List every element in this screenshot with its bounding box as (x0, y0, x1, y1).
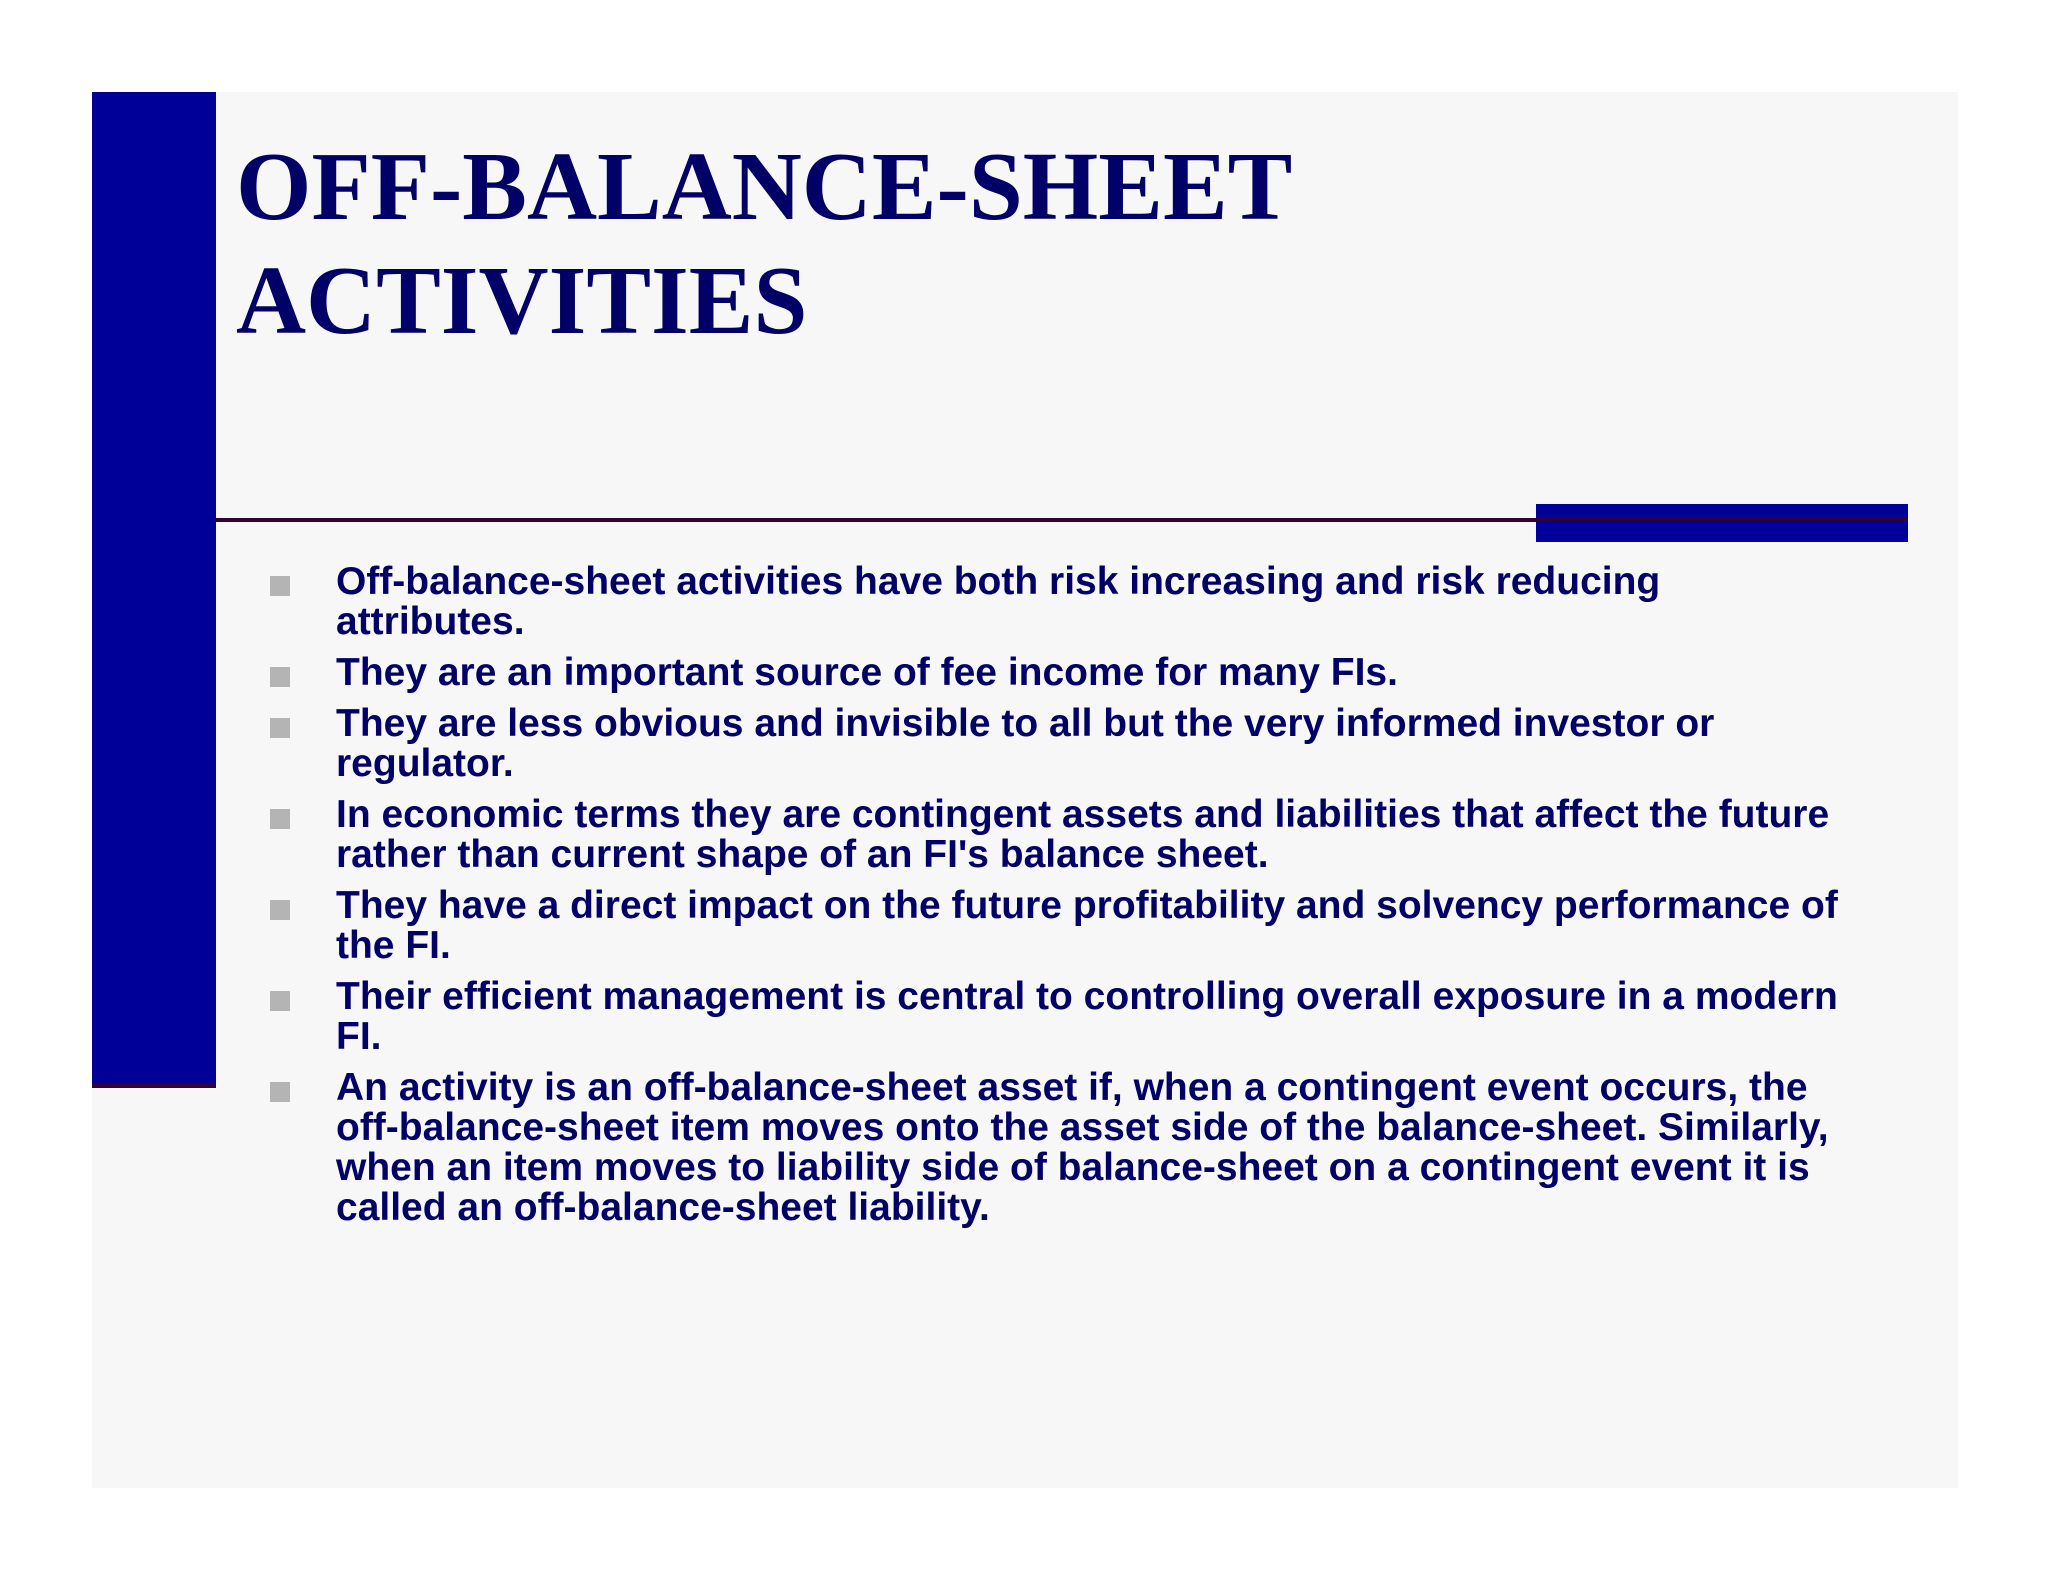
divider-accent-line (1536, 518, 1908, 521)
slide-title (236, 130, 1292, 358)
bullet-text: In economic terms they are contingent assets and liabilities that affect the future rather than current shape of an FI's balance sheet. (336, 793, 1830, 876)
square-bullet-icon (270, 809, 290, 829)
bullet-text: They are less obvious and invisible to all but the very informed investor or regulator. (336, 702, 1715, 785)
bullet-text: An activity is an off-balance-sheet asset if, when a contingent event occurs, the off-balance-sheet item moves onto the asset side of the balance-sheet. Similarly, when an item moves to liability side of balance-sheet on a contingent event it is called an off-balance-sheet liability. (336, 1066, 1829, 1229)
square-bullet-icon (270, 576, 290, 596)
bullet-item (268, 704, 1848, 784)
bullet-item (268, 977, 1848, 1057)
square-bullet-icon (270, 718, 290, 738)
left-accent-bar (92, 92, 216, 1084)
square-bullet-icon (270, 900, 290, 920)
left-accent-bar-edge (92, 1084, 216, 1088)
square-bullet-icon (270, 1082, 290, 1102)
divider-accent-block (1536, 504, 1908, 542)
bullet-item (268, 653, 1848, 693)
square-bullet-icon (270, 667, 290, 687)
bullet-text: They are an important source of fee income for many FIs. (336, 651, 1398, 694)
bullet-text: Their efficient management is central to controlling overall exposure in a modern FI. (336, 975, 1838, 1058)
bullet-text: Off-balance-sheet activities have both risk increasing and risk reducing attributes. (336, 560, 1661, 643)
slide-title-line-2: ACTIVITIES (236, 247, 808, 354)
bullet-item (268, 795, 1848, 875)
bullet-item (268, 562, 1848, 642)
bullet-item (268, 886, 1848, 966)
bullet-text: They have a direct impact on the future profitability and solvency performance of the FI. (336, 884, 1838, 967)
bullet-list (268, 562, 1848, 1239)
bullet-item (268, 1068, 1848, 1228)
square-bullet-icon (270, 991, 290, 1011)
slide-title-line-1: OFF-BALANCE-SHEET (236, 133, 1293, 240)
